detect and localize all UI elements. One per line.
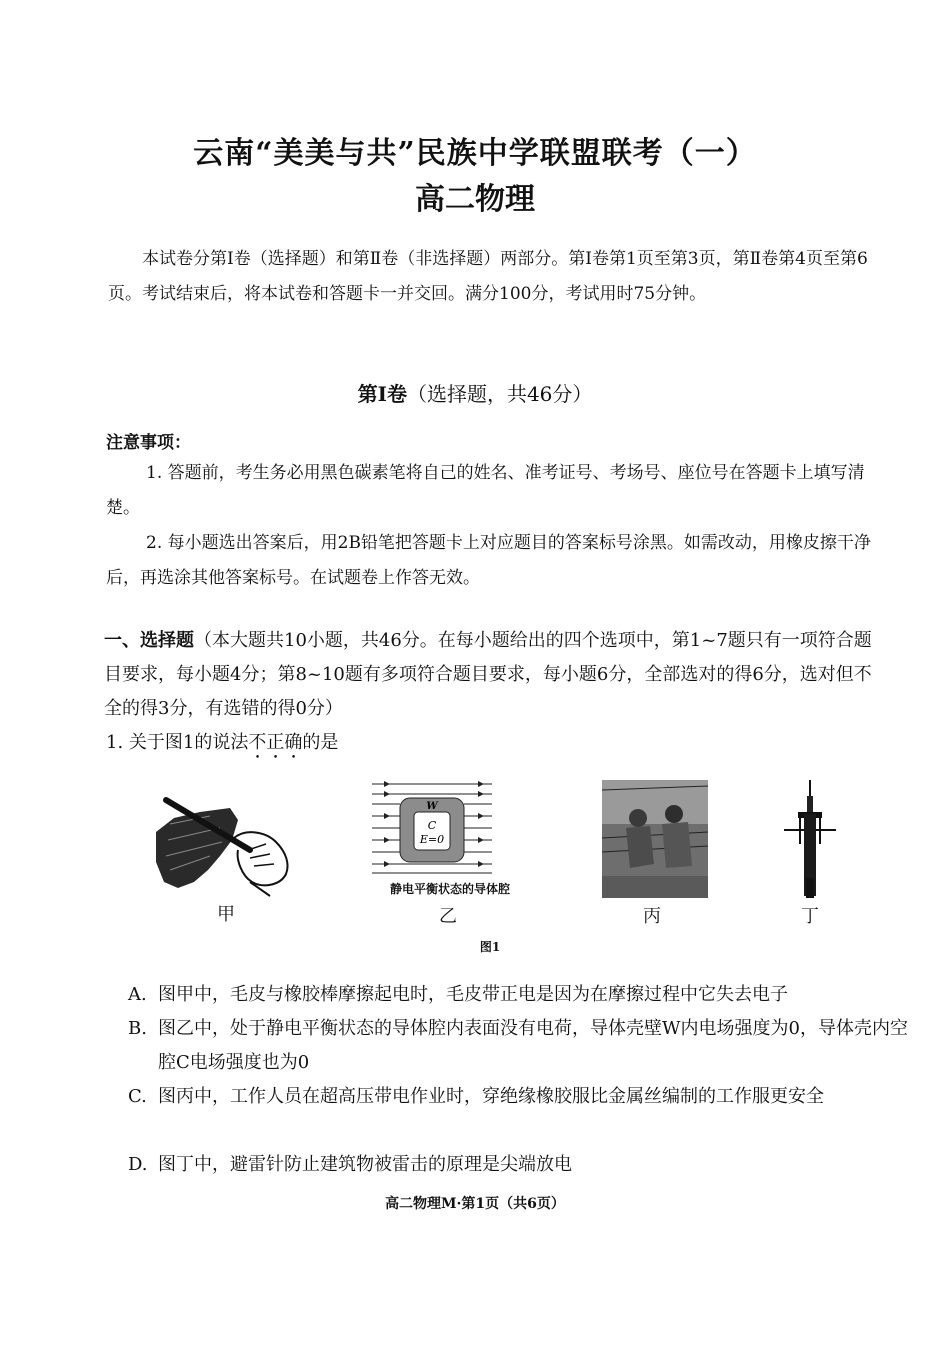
option-d xyxy=(128,1148,908,1182)
figure-label-ding: 丁 xyxy=(801,906,819,927)
option-b xyxy=(128,1012,908,1080)
question-stem xyxy=(106,728,338,763)
figure-label-bing: 丙 xyxy=(643,906,661,927)
part-instructions xyxy=(104,624,878,726)
section-heading xyxy=(0,378,950,407)
option-a xyxy=(128,978,908,1012)
figure-bing-photo xyxy=(602,780,708,898)
figure-label-jia: 甲 xyxy=(217,904,235,925)
option-c-letter: C. xyxy=(128,1086,147,1107)
option-a-letter: A. xyxy=(128,984,147,1005)
exam-intro: 本试卷分第Ⅰ卷（选择题）和第Ⅱ卷（非选择题）两部分。第Ⅰ卷第1页至第3页，第Ⅱ卷第4页至第6页。考试结束后，将本试卷和答题卡一并交回。满分100分，考试用时75分钟。 xyxy=(108,249,868,304)
section-subtitle: （选择题，共46分） xyxy=(406,382,593,406)
figure-e-label: E=0 xyxy=(419,833,445,846)
figure-w-label: W xyxy=(426,801,438,812)
option-d-letter: D. xyxy=(128,1154,148,1175)
exam-subject: 高二物理 xyxy=(415,182,535,217)
figure-label-yi: 乙 xyxy=(439,906,457,927)
figure-caption: 图1 xyxy=(479,940,501,954)
option-c xyxy=(128,1080,908,1114)
section-title: 第Ⅰ卷 xyxy=(357,382,407,406)
figure-c-label: C xyxy=(427,819,437,832)
question-prefix: 1. 关于图1的说法 xyxy=(106,732,249,753)
figure-jia-fur-rod xyxy=(150,790,300,898)
option-c-text: 图丙中，工作人员在超高压带电作业时，穿绝缘橡胶服比金属丝编制的工作服更安全 xyxy=(158,1086,824,1107)
figure-ding-lightning-rod xyxy=(780,778,840,902)
part-label: 一、选择题 xyxy=(104,630,194,651)
question-suffix: 的是 xyxy=(302,732,339,753)
note-item: 1. 答题前，考生务必用黑色碳素笔将自己的姓名、准考证号、考场号、座位号在答题卡上填写清楚。 xyxy=(106,463,865,518)
option-b-letter: B. xyxy=(128,1018,147,1039)
option-d-text: 图丁中，避雷针防止建筑物被雷击的原理是尖端放电 xyxy=(158,1154,572,1175)
exam-title: 云南“美美与共”民族中学联盟联考（一） xyxy=(193,136,757,171)
question-emphasis: 不正确 xyxy=(248,732,303,753)
page-footer: 高二物理M·第1页（共6页） xyxy=(385,1196,565,1212)
option-b-text: 图乙中，处于静电平衡状态的导体腔内表面没有电荷，导体壳壁W内电场强度为0，导体壳内空腔C电场强度也为0 xyxy=(158,1018,908,1073)
option-a-text: 图甲中，毛皮与橡胶棒摩擦起电时，毛皮带正电是因为在摩擦过程中它失去电子 xyxy=(158,984,788,1005)
figure-yi-conductor-cavity xyxy=(370,776,494,878)
part-description: （本大题共10小题，共46分。在每小题给出的四个选项中，第1~7题只有一项符合题目要求，每小题4分；第8~10题有多项符合题目要求，每小题6分，全部选对的得6分，选对但不全的得3分，有选错的得0分） xyxy=(104,630,872,719)
figure-conductor-note: 静电平衡状态的导体腔 xyxy=(389,882,510,896)
notes-title: 注意事项： xyxy=(106,433,191,453)
note-item: 2. 每小题选出答案后，用2B铅笔把答题卡上对应题目的答案标号涂黑。如需改动，用橡皮擦干净后，再选涂其他答案标号。在试题卷上作答无效。 xyxy=(106,533,871,588)
